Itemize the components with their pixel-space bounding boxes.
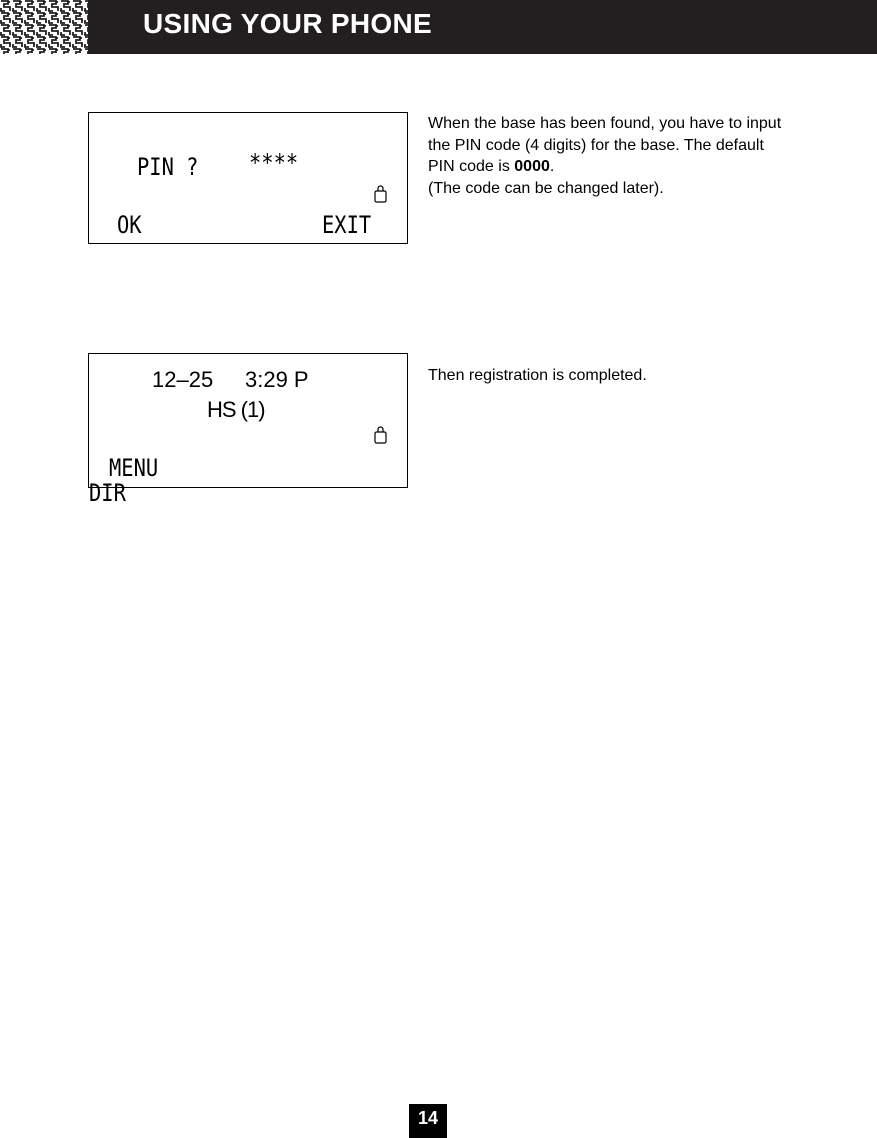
lcd-screen-pin (88, 112, 408, 244)
header-pattern-icon (0, 0, 88, 54)
pin-prompt: PIN ? (137, 153, 199, 181)
softkey-ok: OK (117, 211, 142, 239)
softkey-menu: MENU (109, 454, 159, 482)
pin-mask: **** (249, 149, 299, 177)
pin-instructions (428, 113, 788, 199)
pin-instructions-text: When the base has been found, you have to input the PIN code (4 digits) for the base. The default PIN code is (428, 115, 782, 175)
pin-instructions-end: . (549, 158, 555, 175)
page-title: USING YOUR PHONE (143, 8, 432, 39)
lcd-screen-idle (88, 353, 408, 507)
pin-change-note: (The code can be changed later). (428, 179, 664, 197)
registration-complete-text: Then registration is completed. (428, 367, 647, 384)
softkey-exit: EXIT (322, 211, 372, 239)
default-pin: 0000 (514, 158, 550, 175)
lcd-handset: HS (1) (207, 397, 265, 422)
page-header (0, 0, 877, 54)
lcd-time: 3:29 P (245, 367, 309, 392)
page-number: 14 (409, 1104, 447, 1138)
lock-icon (374, 185, 387, 203)
softkey-dir-clipped: DIR (89, 479, 126, 507)
lock-icon (374, 426, 387, 444)
lcd-date: 12–25 (152, 367, 214, 392)
